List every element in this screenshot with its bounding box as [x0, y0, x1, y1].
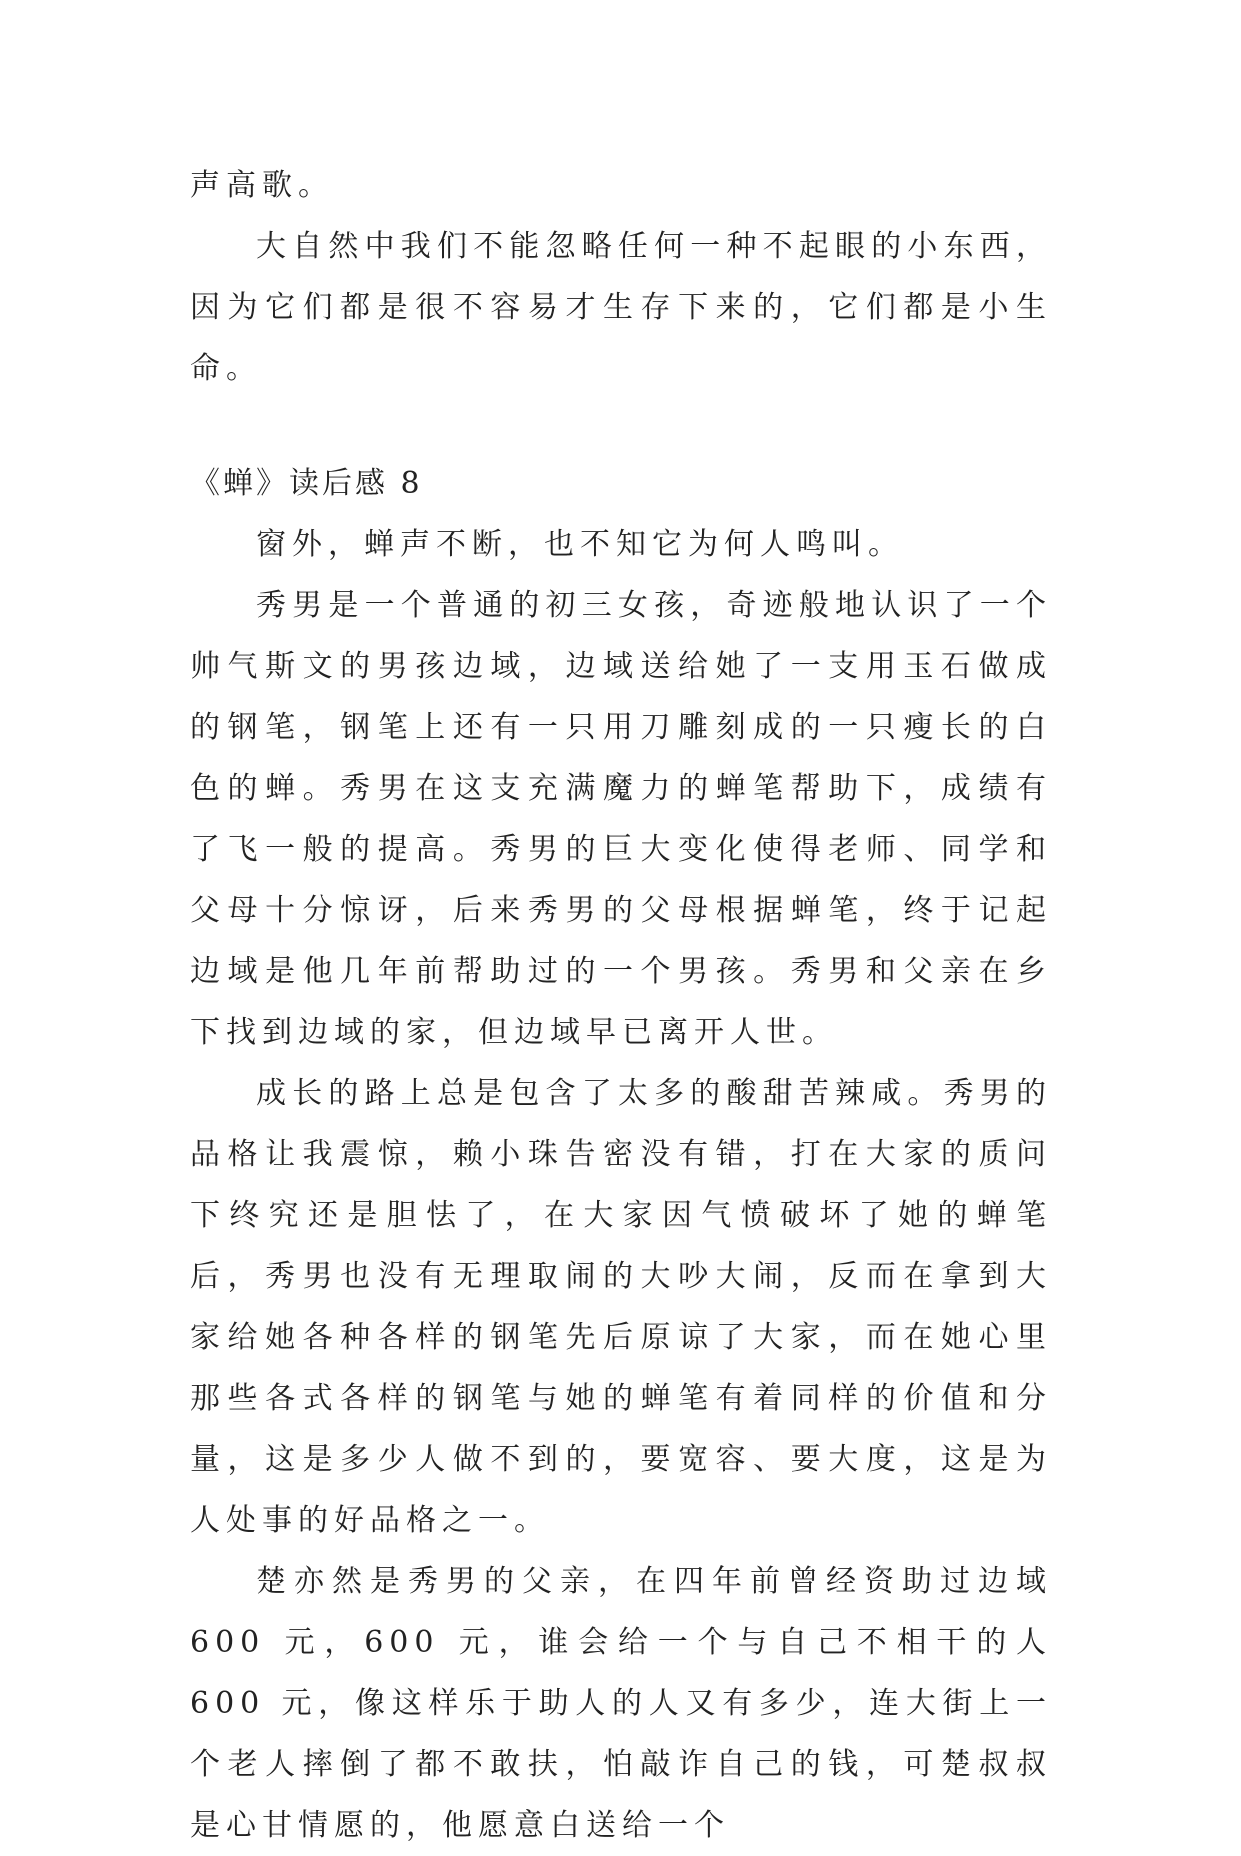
paragraph-window: 窗外，蝉声不断，也不知它为何人鸣叫。: [256, 527, 904, 562]
document-body: [190, 155, 1052, 1856]
paragraph-nature: 大自然中我们不能忽略任何一种不起眼的小东西，因为它们都是很不容易才生存下来的，它们都是小生命。: [190, 229, 1052, 386]
paragraph-growth: 成长的路上总是包含了太多的酸甜苦辣咸。秀男的品格让我震惊，赖小珠告密没有错，打在大家的质问下终究还是胆怯了，在大家因气愤破坏了她的蝉笔后，秀男也没有无理取闹的大吵大闹，反而在拿到大家给她各种各样的钢笔先后原谅了大家，而在她心里那些各式各样的钢笔与她的蝉笔有着同样的价值和分量，这是多少人做不到的，要宽容、要大度，这是为人处事的好品格之一。: [190, 1076, 1052, 1538]
paragraph-continuation: 声高歌。: [190, 168, 334, 203]
paragraph-story: 秀男是一个普通的初三女孩，奇迹般地认识了一个帅气斯文的男孩边域，边域送给她了一支用玉石做成的钢笔，钢笔上还有一只用刀雕刻成的一只瘦长的白色的蝉。秀男在这支充满魔力的蝉笔帮助下，成绩有了飞一般的提高。秀男的巨大变化使得老师、同学和父母十分惊讶，后来秀男的父母根据蝉笔，终于记起边域是他几年前帮助过的一个男孩。秀男和父亲在乡下找到边域的家，但边域早已离开人世。: [190, 588, 1052, 1050]
section-title: 《蝉》读后感 8: [190, 466, 423, 501]
paragraph-father: 楚亦然是秀男的父亲，在四年前曾经资助过边域 600 元，600 元，谁会给一个与自己不相干的人 600 元，像这样乐于助人的人又有多少，连大街上一个老人摔倒了都不敢扶，怕敲诈自己的钱，可楚叔叔是心甘情愿的，他愿意白送给一个: [190, 1564, 1052, 1843]
